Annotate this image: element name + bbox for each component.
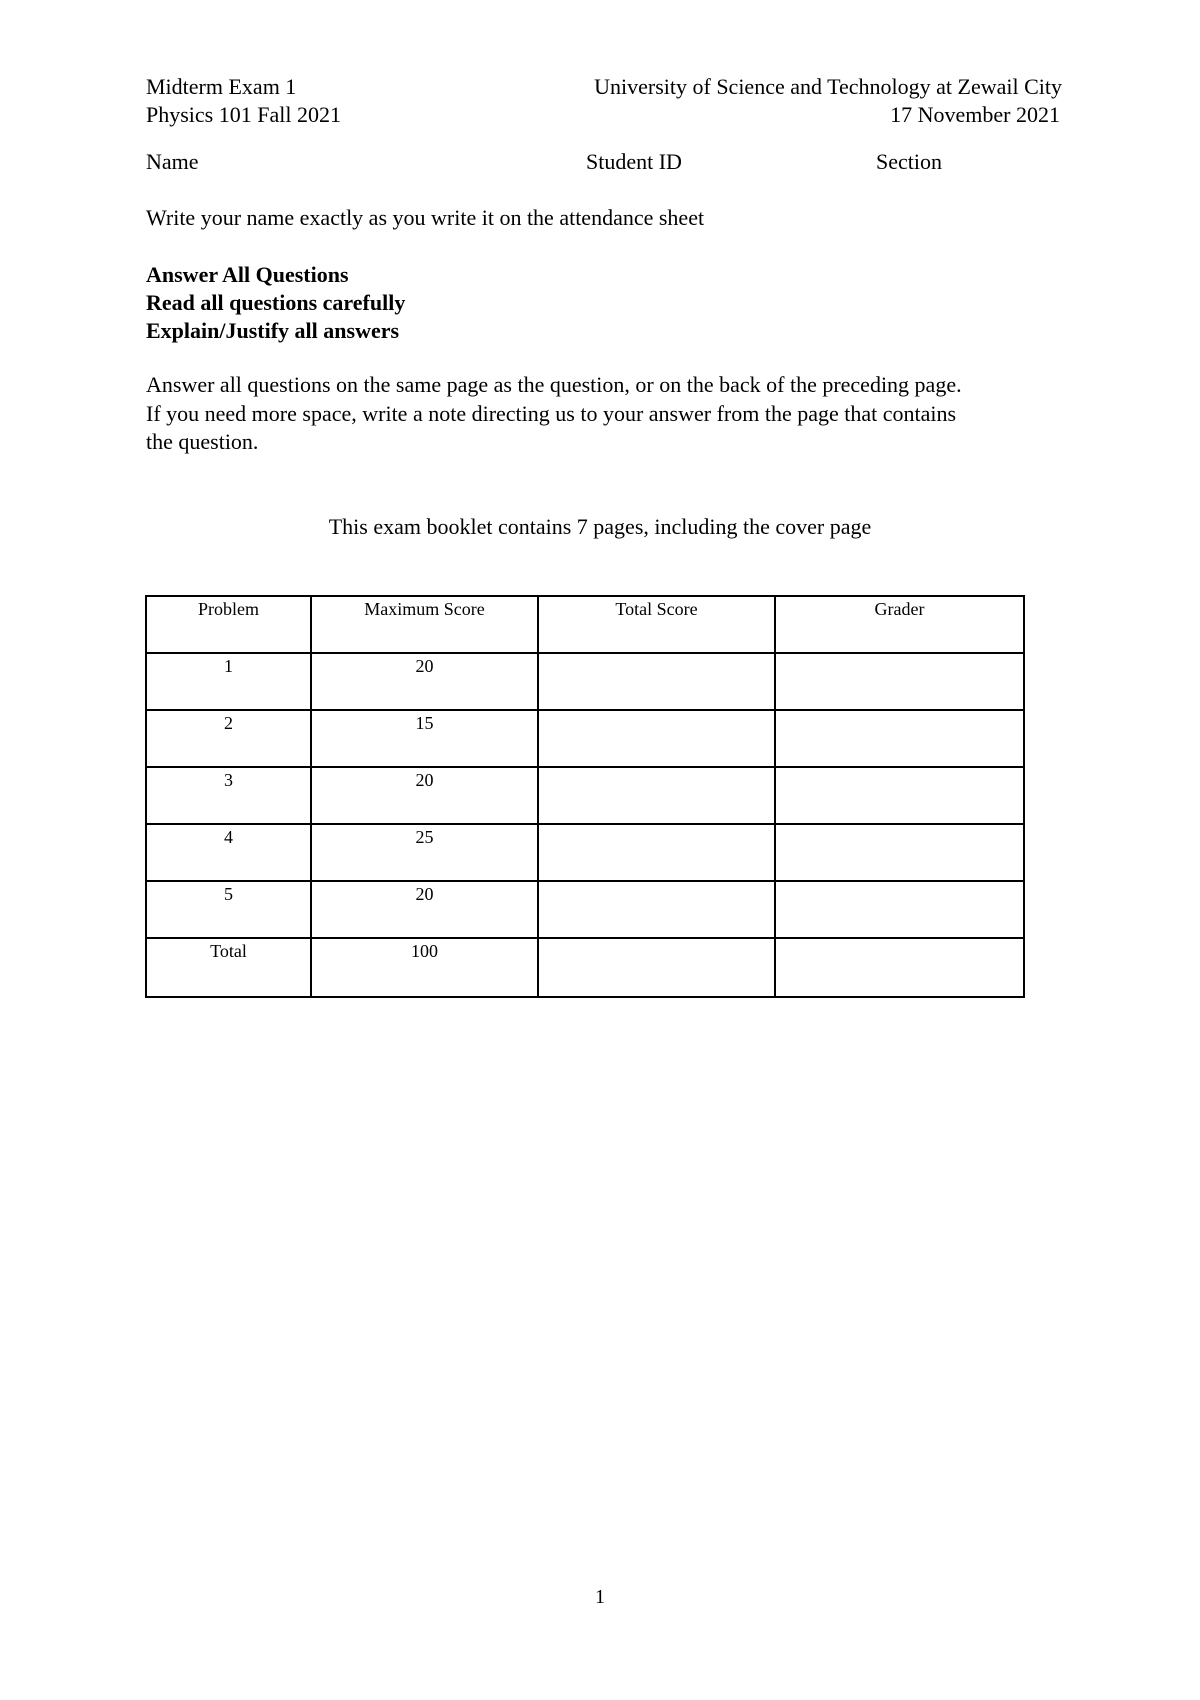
max-score-cell: 25 — [311, 824, 538, 881]
section-field-label: Section — [876, 149, 942, 174]
grader-cell[interactable] — [775, 881, 1024, 938]
problem-cell: 1 — [146, 653, 311, 710]
total-score-cell[interactable] — [538, 710, 775, 767]
table-row — [146, 824, 1024, 881]
max-score-cell: 20 — [311, 653, 538, 710]
table-header-row — [146, 596, 1024, 653]
university-name: University of Science and Technology at Zewail City — [594, 74, 1062, 99]
max-score-cell: 20 — [311, 767, 538, 824]
table-row — [146, 881, 1024, 938]
paragraph-line: If you need more space, write a note directing us to your answer from the page that contains — [146, 400, 957, 426]
total-score-cell[interactable] — [538, 938, 775, 997]
exam-title: Midterm Exam 1 — [146, 74, 297, 99]
table-row — [146, 767, 1024, 824]
column-header: Grader — [775, 596, 1024, 653]
bold-instruction: Read all questions carefully — [146, 290, 406, 315]
column-header: Maximum Score — [311, 596, 538, 653]
grader-cell[interactable] — [775, 653, 1024, 710]
total-score-cell[interactable] — [538, 881, 775, 938]
student-id-field-label: Student ID — [586, 149, 682, 174]
grader-cell[interactable] — [775, 938, 1024, 997]
name-field-label: Name — [146, 149, 199, 174]
problem-cell: 2 — [146, 710, 311, 767]
problem-cell: 5 — [146, 881, 311, 938]
grader-cell[interactable] — [775, 767, 1024, 824]
bold-instruction: Explain/Justify all answers — [146, 318, 400, 343]
paragraph-line: the question. — [146, 429, 259, 454]
answer-instructions-paragraph — [146, 371, 1066, 457]
column-header: Problem — [146, 596, 311, 653]
grader-cell[interactable] — [775, 710, 1024, 767]
name-instruction: Write your name exactly as you write it on the attendance sheet — [146, 205, 705, 230]
paragraph-line: Answer all questions on the same page as the question, or on the back of the preceding page. — [146, 372, 962, 397]
max-score-cell: 20 — [311, 881, 538, 938]
booklet-page-count-note: This exam booklet contains 7 pages, including the cover page — [328, 514, 872, 539]
total-score-cell[interactable] — [538, 767, 775, 824]
table-row — [146, 710, 1024, 767]
score-table — [145, 595, 1025, 998]
exam-date: 17 November 2021 — [890, 102, 1060, 127]
problem-cell: 4 — [146, 824, 311, 881]
table-total-row — [146, 938, 1024, 997]
column-header: Total Score — [538, 596, 775, 653]
problem-cell: 3 — [146, 767, 311, 824]
problem-cell: Total — [146, 938, 311, 997]
table-row — [146, 653, 1024, 710]
total-score-cell[interactable] — [538, 824, 775, 881]
max-score-cell: 15 — [311, 710, 538, 767]
max-score-cell: 100 — [311, 938, 538, 997]
total-score-cell[interactable] — [538, 653, 775, 710]
grader-cell[interactable] — [775, 824, 1024, 881]
page-number: 1 — [595, 1586, 605, 1608]
course-name: Physics 101 Fall 2021 — [146, 102, 341, 127]
bold-instruction: Answer All Questions — [146, 262, 349, 287]
